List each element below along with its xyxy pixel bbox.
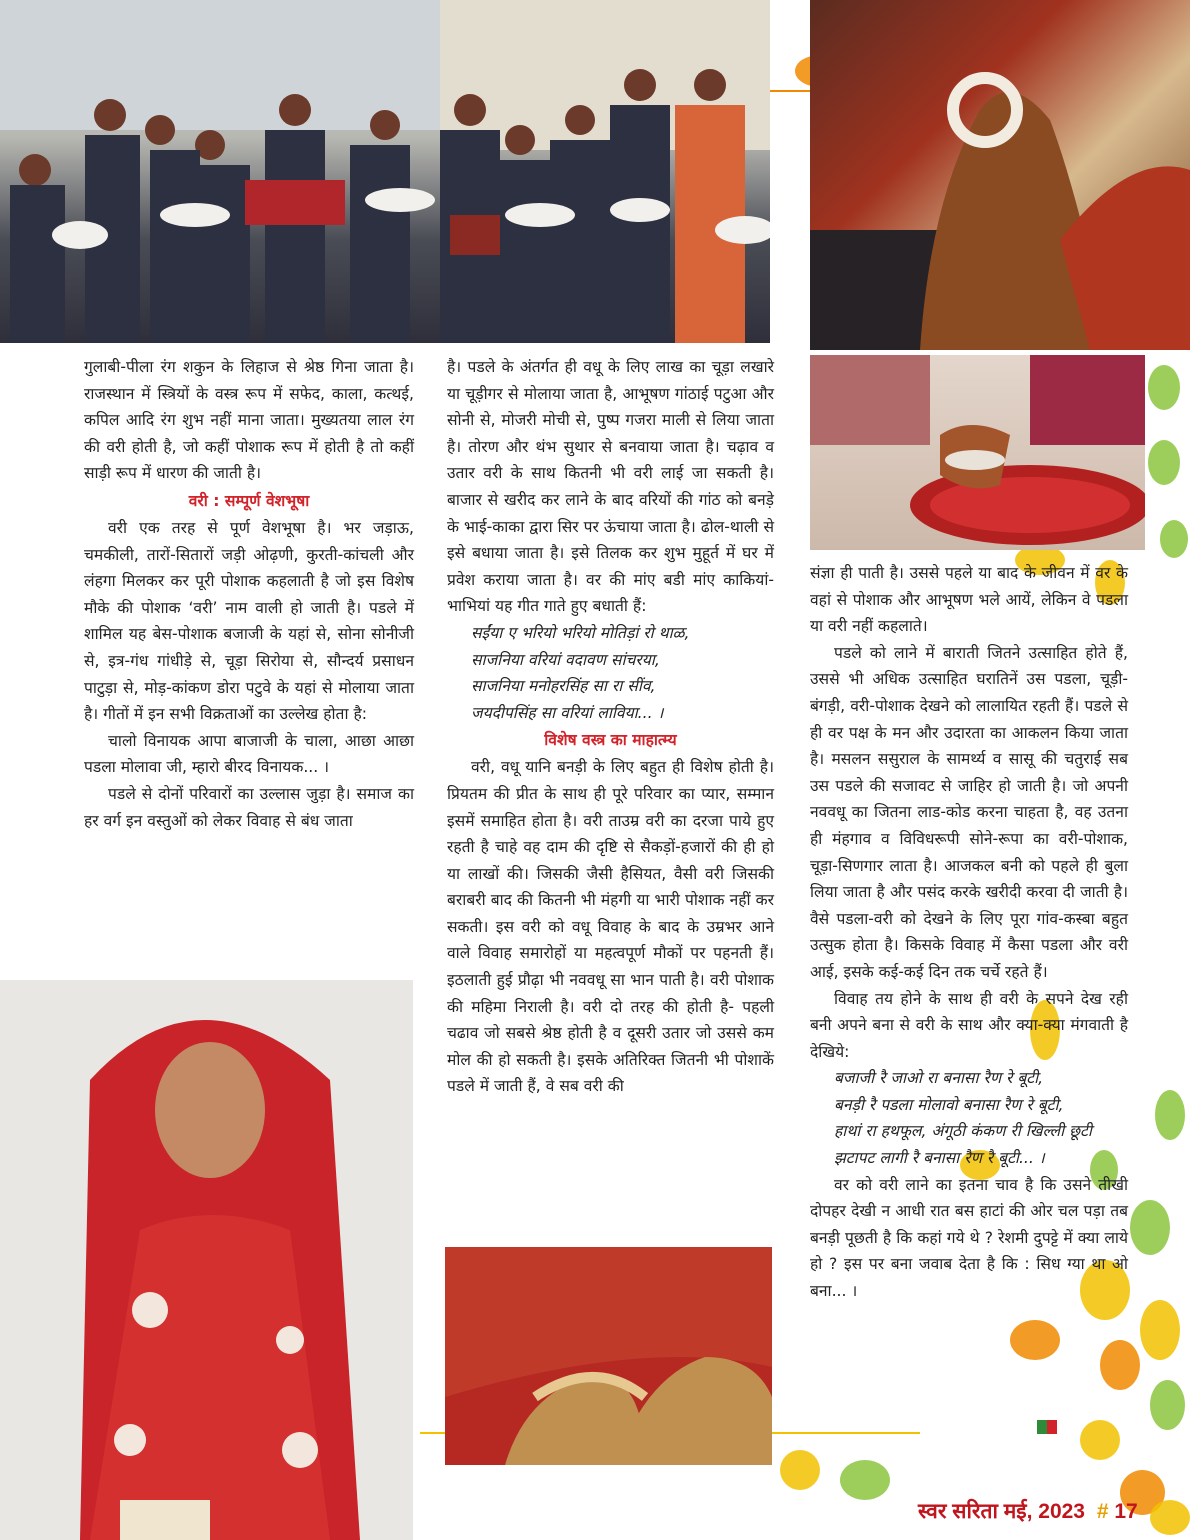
- magazine-issue: स्वर सरिता मई, 2023: [918, 1500, 1085, 1523]
- verse-line: बजाजी रै जाओ रा बनासा रैण रे बूटी,: [834, 1069, 1044, 1088]
- hash-mark: #: [1096, 1500, 1109, 1523]
- bangle-hand-photo: [810, 0, 1190, 350]
- paragraph: पडले से दोनों परिवारों का उल्लास जुड़ा है। समाज का हर वर्ग इन वस्तुओं को लेकर विवाह से बंध जाता: [84, 784, 414, 830]
- anklet-feet-photo: [810, 355, 1145, 550]
- paragraph: चालो विनायक आपा बाजाजी के चाला, आछा आछा पडला मोलावा जी, म्हारो बीरद विनायक... ।: [84, 731, 414, 777]
- verse-line: झटापट लागी रै बनासा रैण रै बूटी... ।: [834, 1149, 1045, 1168]
- group-photo: [0, 0, 770, 343]
- bride-portrait-photo: [0, 980, 413, 1540]
- article-column-1: [84, 354, 414, 834]
- sandals-feet-photo: [445, 1247, 772, 1465]
- verse-line: जयदीपसिंह सा वरियां लाविया... ।: [471, 703, 664, 722]
- verse-line: सईंया ए भरियो भरियो मोतिड़ां रो थाळ,: [471, 623, 690, 642]
- paragraph: पडले को लाने में बाराती जितने उत्साहित होते हैं, उससे भी अधिक उत्साहित घरातिनें उस पडला, चूड़ी-बंगड़ी, वरी-पोशाक देखने को लालायित रहती हैं। पडले से ही वर पक्ष के मन और उदारता का आकलन किया जाता है। मसलन ससुराल के सामर्थ्य व सासू की चतुराई सब उस पडले की सजावट से जाहिर हो जाती है। जो अपनी नववधू का जितना लाड-कोड करना चाहता है, वह उतना ही मंहगाव व विविधरूपी सोने-रूपा का वरी-पोशाक, चूड़ा-सिणगार लाता है। आजकल बनी को पहले ही बुला लिया जाता है और पसंद करके खरीदी करवा दी जाती है। वैसे पडला-वरी को देखने के लिए पूरा गांव-कस्बा बहुत उत्सुक होता है। किसके विवाह में कैसा पडला और वरी आई, इसके कई-कई दिन तक चर्चे रहते हैं।: [810, 643, 1128, 981]
- article-column-3: [810, 560, 1128, 1305]
- paragraph: वरी, वधू यानि बनड़ी के लिए बहुत ही विशेष होती है। प्रियतम की प्रीत के साथ ही पूरे परिवार का प्यार, सम्मान इसमें समाहित होता है। वरी ताउम्र वरी का दरजा पाये हुए रहती है चाहे वह दाम की दृष्टि से सैकड़ों-हजारों की ही हो या लाखों की। जिसकी जैसी हैसियत, वैसी वरी जिसकी बराबरी बाद की कितनी भी मंहगी या भारी पोशाक नहीं कर सकती। इस वरी को वधू विवाह के बाद के उम्रभर आने वाले विवाह समारोहों या महत्वपूर्ण मौकों पर पहनती हैं। इठलाती हुई प्रौढ़ा भी नववधू सा भान पाती है। वरी पोशाक की महिमा निराली है। वरी दो तरह की होती है- पहली चढाव जो सबसे श्रेष्ठ होती है व दूसरी उतार जो उससे कम मोल की हो सकती है। इसके अतिरिक्त जितनी भी पोशाकें पडले में जाती हैं, वे सब वरी की: [447, 758, 774, 1096]
- page-footer: [918, 1497, 1138, 1525]
- verse-line: साजनिया वरियां वदावण सांचरया,: [471, 650, 660, 669]
- paragraph: वर को वरी लाने का इतना चाव है कि उसने तीखी दोपहर देखी न आधी रात बस हाटां की ओर चल पड़ा तब बनड़ी पूछती है कि कहां गये थे ? रेशमी दुपट्टे में क्या लाये हो ? इस पर बना जवाब देता है कि : सिध ग्या था ओ बना... ।: [810, 1175, 1128, 1301]
- paragraph: विवाह तय होने के साथ ही वरी के सपने देख रही बनी अपने बना से वरी के साथ और क्या-क्या मंगवाती है देखिये:: [810, 989, 1128, 1061]
- page-number: 17: [1114, 1500, 1138, 1523]
- verse-line: साजनिया मनोहरसिंह सा रा सींव,: [471, 677, 656, 696]
- paragraph: संज्ञा ही पाती है। उससे पहले या बाद के जीवन में वर के वहां से पोशाक और आभूषण भले आयें, लेकिन वे पडला या वरी नहीं कहलाते।: [810, 564, 1128, 636]
- verse-line: हाथां रा हथफूल, अंगूठी कंकण री खिल्ली छूटी: [834, 1122, 1092, 1141]
- paragraph: गुलाबी-पीला रंग शकुन के लिहाज से श्रेष्ठ गिना जाता है। राजस्थान में स्त्रियों के वस्त्र रूप में सफेद, काला, कत्थई, कपिल आदि रंग शुभ नहीं माना जाता। मुख्यतया लाल रंग की वरी होती है, जो कहीं पोशाक रूप में होती है तो कहीं साड़ी रूप में धारण की जाती है।: [84, 358, 414, 483]
- article-column-2: [447, 354, 774, 1100]
- paragraph: है। पडले के अंतर्गत ही वधू के लिए लाख का चूड़ा लखारे या चूड़ीगर से मोलाया जाता है, आभूषण गांठाई पटुआ और सोनी से, मोजरी मोची से, पुष्प गजरा माली से लिया जाता है। तोरण और थंभ सुथार से बनवाया जाता है। चढ़ाव व उतार वरी के साथ कितनी भी वरी लाई जा सकती है। बाजार से खरीद कर लाने के बाद वरियों की गांठ को बनड़े के भाई-काका द्वारा सिर पर ऊंचाया जाता है। ढोल-थाली से इसे बधाया जाता है। इसे तिलक कर शुभ मुहूर्त में घर में प्रवेश कराया जाता है। वर की मांए बडी मांए काकियां-भाभियां यह गीत गाते हुए बधाती हैं:: [447, 358, 774, 616]
- section-heading: वरी : सम्पूर्ण वेशभूषा: [188, 491, 310, 510]
- section-heading: विशेष वस्त्र का माहात्म्य: [544, 731, 677, 750]
- verse-line: बनड़ी रै पडला मोलावो बनासा रैण रे बूटी,: [834, 1095, 1064, 1114]
- paragraph: वरी एक तरह से पूर्ण वेशभूषा है। भर जड़ाऊ, चमकीली, तारों-सितारों जड़ी ओढ़णी, कुरती-कांचली और लंहगा मिलकर कर पूरी पोशाक कहलाती है जो इस विशेष मौके की पोशाक ‘वरी’ नाम वाली हो जाती है। पडले में शामिल यह बेस-पोशाक बजाजी के यहां से, सोना सोनीजी से, इत्र-गंध गांधीड़े से, चूड़ा सिरोया से, सौन्दर्य प्रसाधन पाटुड़ा से, मोड़-कांकण डोरा पटुवे के यहां से मोलाया जाता है। गीतों में इन सभी विक्रताओं का उल्लेख होता है:: [84, 518, 414, 724]
- end-of-article-icon: [1037, 1420, 1057, 1434]
